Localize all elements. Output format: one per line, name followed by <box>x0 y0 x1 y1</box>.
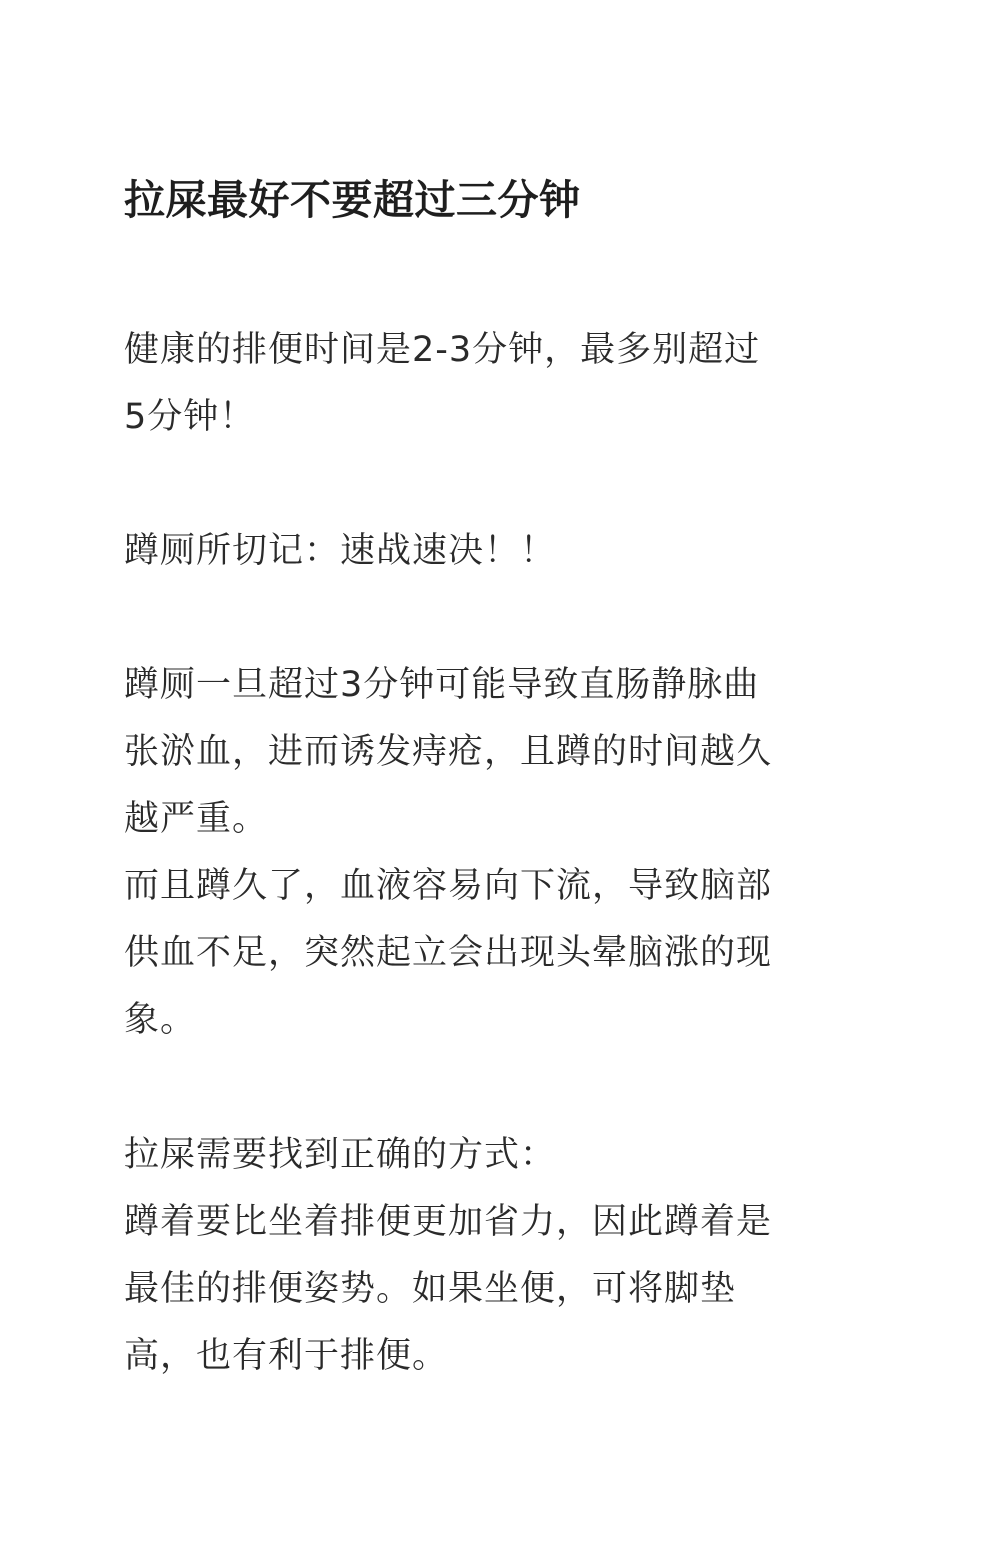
paragraph-reminder <box>124 518 556 585</box>
text-line: 而且蹲久了，血液容易向下流，导致脑部 <box>124 866 773 906</box>
text-line: 5分钟！ <box>124 397 256 437</box>
text-line: 蹲着要比坐着排便更加省力，因此蹲着是 <box>124 1202 773 1242</box>
paragraph-risks <box>124 652 772 1054</box>
text-line: 高，也有利于排便。 <box>124 1336 449 1376</box>
text-line: 健康的排便时间是2-3分钟，最多别超过 <box>124 330 761 370</box>
text-line: 最佳的排便姿势。如果坐便，可将脚垫 <box>124 1269 737 1309</box>
text-line: 拉屎需要找到正确的方式： <box>124 1135 557 1175</box>
text-line: 蹲厕一旦超过3分钟可能导致直肠静脉曲 <box>124 665 760 705</box>
paragraph-duration <box>124 317 760 451</box>
text-line: 越严重。 <box>124 799 269 839</box>
article-title: 拉屎最好不要超过三分钟 <box>124 176 581 224</box>
paragraph-posture <box>124 1122 772 1390</box>
text-line: 蹲厕所切记：速战速决！！ <box>124 531 557 571</box>
text-line: 张淤血，进而诱发痔疮，且蹲的时间越久 <box>124 732 773 772</box>
text-line: 象。 <box>124 1000 197 1040</box>
text-line: 供血不足，突然起立会出现头晕脑涨的现 <box>124 933 773 973</box>
